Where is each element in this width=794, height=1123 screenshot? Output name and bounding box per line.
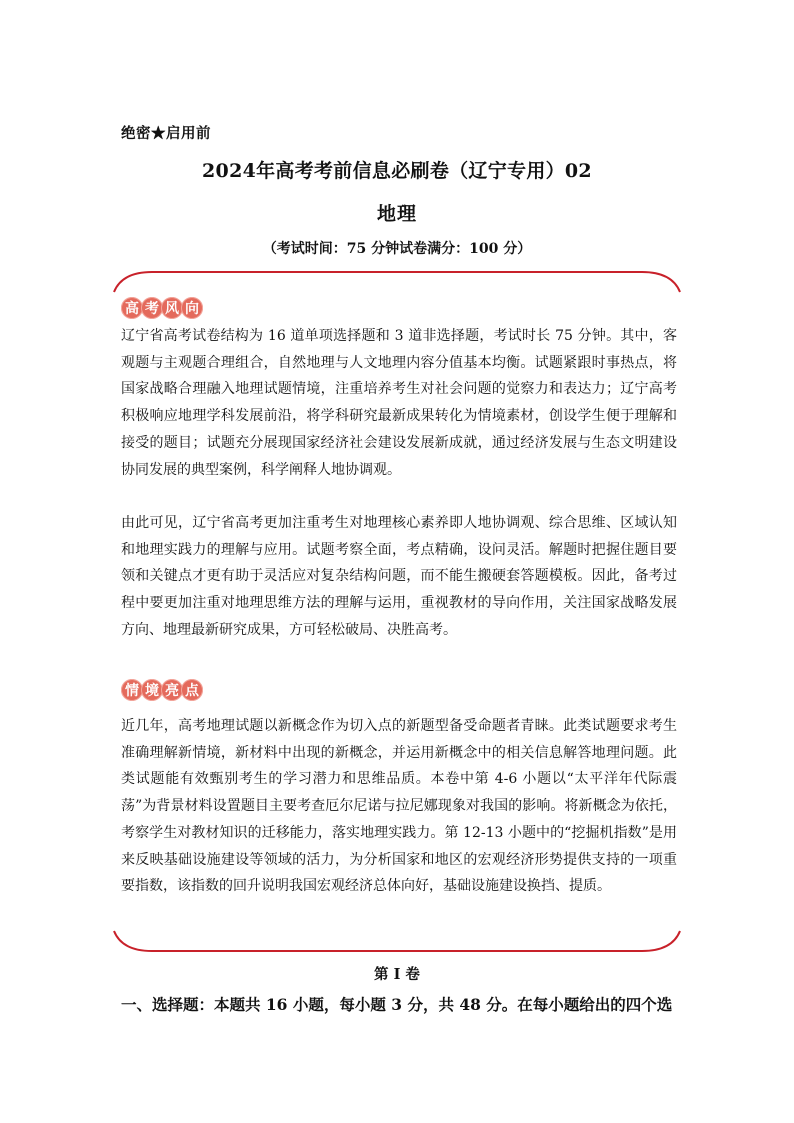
classified-label: 绝密★启用前 [121,125,211,142]
section-intro: 一、选择题：本题共 16 小题，每小题 3 分，共 48 分。在每小题给出的四个选 [121,995,673,1014]
badge-char: 境 [141,679,163,701]
volume-heading: 第 I 卷 [374,966,420,983]
badge-char: 情 [121,679,143,701]
trend-badge [121,296,201,320]
badge-char: 点 [181,679,203,701]
paragraph-highlights: 近几年，高考地理试题以新概念作为切入点的新题型备受命题者青睐。此类试题要求考生准确理解新情境，新材料中出现的新概念，并运用新概念中的相关信息解答地理问题。此类试题能有效甄别考生的学习潜力和思维品质。本卷中第 4-6 小题以“太平洋年代际震荡”为背景材料设置题目主要考查厄尔尼诺与拉尼娜现象对我国的影响。将新概念为依托，考察学生对教材知识的迁移能力，落实地理实践力。第 12-13 小题中的“挖掘机指数”是用来反映基础设施建设等领域的活力，为分析国家和地区的宏观经济形势提供支持的一项重要指数，该指数的回升说明我国宏观经济总体向好，基础设施建设换挡、提质。 [121,718,677,895]
bottom-arc-divider [112,929,682,953]
badge-char: 高 [121,297,143,319]
badge-char: 亮 [161,679,183,701]
badge-char: 考 [141,297,163,319]
paragraph-exam-structure: 辽宁省高考试卷结构为 16 道单项选择题和 3 道非选择题，考试时长 75 分钟。其中，客观题与主观题合理组合，自然地理与人文地理内容分值基本均衡。试题紧跟时事热点，将国家战略合理融入地理试题情境，注重培养考生对社会问题的觉察力和表达力；辽宁高考积极响应地理学科发展前沿，将学科研究最新成果转化为情境素材，创设学生便于理解和接受的题目；试题充分展现国家经济社会建设发展新成就，通过经济发展与生态文明建设协同发展的典型案例，科学阐释人地协调观。 [121,328,677,478]
subject-title: 地理 [376,203,417,225]
badge-char: 风 [161,297,183,319]
top-arc-divider [112,270,682,294]
badge-char: 向 [181,297,203,319]
exam-info: （考试时间：75 分钟试卷满分：100 分） [262,241,532,257]
paragraph-conclusion: 由此可见，辽宁省高考更加注重考生对地理核心素养即人地协调观、综合思维、区域认知和地理实践力的理解与应用。试题考察全面，考点精确，设问灵活。解题时把握住题目要领和关键点才更有助于灵活应对复杂结构问题，而不能生搬硬套答题模板。因此，备考过程中要更加注重对地理思维方法的理解与运用，重视教材的导向作用，关注国家战略发展方向、地理最新研究成果，方可轻松破局、决胜高考。 [121,515,677,638]
exam-title: 2024年高考考前信息必刷卷（辽宁专用）02 [202,160,592,182]
highlight-badge [121,678,201,702]
